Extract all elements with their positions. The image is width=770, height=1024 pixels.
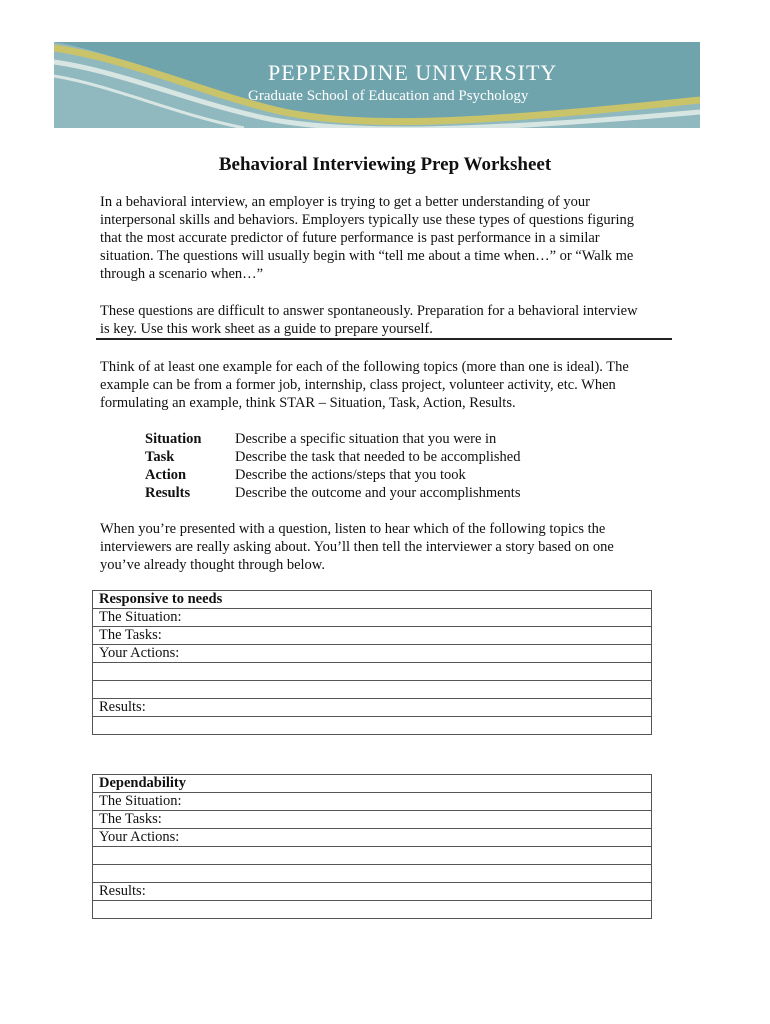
situation-field[interactable]: The Situation: [93,609,652,627]
intro-line: situation. The questions will usually begin with “tell me about a time when…” or “Walk me [100,248,634,264]
section-heading: Dependability [93,775,652,793]
star-intro-line: formulating an example, think STAR – Situation, Task, Action, Results. [100,395,516,411]
results-blank-row[interactable] [93,717,652,735]
prep-paragraph [100,302,675,338]
star-desc: Describe the outcome and your accomplishments [235,485,521,501]
actions-blank-row[interactable] [93,663,652,681]
question-intro-paragraph [100,520,675,574]
star-intro-paragraph [100,358,675,412]
star-term: Results [145,485,191,501]
prep-line: is key. Use this work sheet as a guide to prepare yourself. [100,321,433,337]
question-intro-line: When you’re presented with a question, listen to hear which of the following topics the [100,521,606,537]
actions-blank-row[interactable] [93,865,652,883]
worksheet-section-dependability [92,774,652,919]
section-heading: Responsive to needs [93,591,652,609]
star-desc: Describe the actions/steps that you took [235,467,466,483]
tasks-field[interactable]: The Tasks: [93,811,652,829]
header-banner [54,42,700,128]
divider [96,338,672,340]
actions-field[interactable]: Your Actions: [93,829,652,847]
intro-line: that the most accurate predictor of future performance is past performance in a similar [100,230,600,246]
intro-line: through a scenario when…” [100,266,264,282]
intro-paragraph [100,193,675,283]
situation-field[interactable]: The Situation: [93,793,652,811]
star-intro-line: Think of at least one example for each of the following topics (more than one is ideal). The [100,359,629,375]
results-field[interactable]: Results: [93,699,652,717]
question-intro-line: you’ve already thought through below. [100,557,325,573]
star-desc: Describe the task that needed to be accomplished [235,449,521,465]
page-title: Behavioral Interviewing Prep Worksheet [218,154,552,175]
star-term: Situation [145,431,202,447]
results-blank-row[interactable] [93,901,652,919]
prep-line: These questions are difficult to answer spontaneously. Preparation for a behavioral interview [100,303,638,319]
star-term: Action [145,467,187,483]
intro-line: In a behavioral interview, an employer is trying to get a better understanding of your [100,194,590,210]
tasks-field[interactable]: The Tasks: [93,627,652,645]
actions-field[interactable]: Your Actions: [93,645,652,663]
question-intro-line: interviewers are really asking about. You’ll then tell the interviewer a story based on one [100,539,614,555]
school-name: Graduate School of Education and Psychology [248,88,529,104]
university-name: PEPPERDINE UNIVERSITY [268,60,558,85]
actions-blank-row[interactable] [93,681,652,699]
actions-blank-row[interactable] [93,847,652,865]
results-field[interactable]: Results: [93,883,652,901]
worksheet-section-responsive [92,590,652,735]
star-intro-line: example can be from a former job, internship, class project, volunteer activity, etc. When [100,377,616,393]
star-term: Task [145,449,175,465]
intro-line: interpersonal skills and behaviors. Employers typically use these types of questions figuring [100,212,634,228]
star-desc: Describe a specific situation that you were in [235,431,497,447]
